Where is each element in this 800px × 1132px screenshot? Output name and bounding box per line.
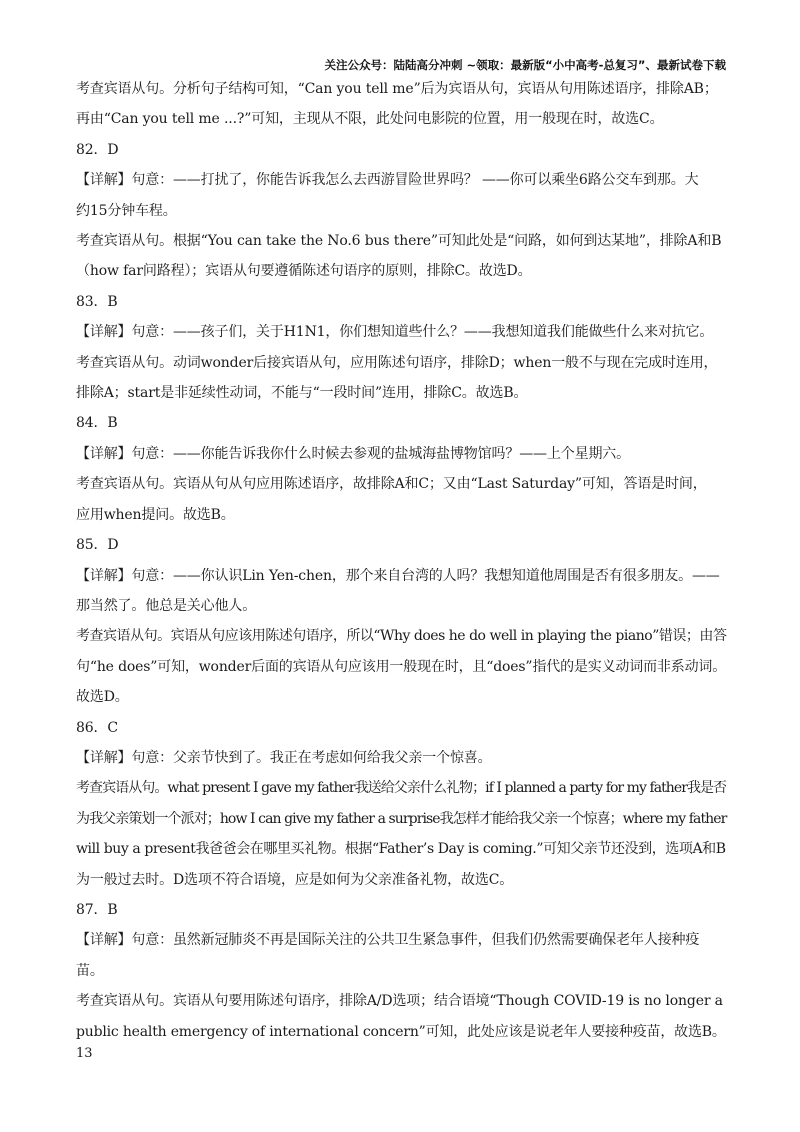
answer-explanations [76, 74, 726, 1047]
text-line: 考查宾语从句。分析句子结构可知，“Can you tell me”后为宾语从句，宾语从句用陈述语序，排除AB； [76, 81, 718, 97]
text-line: 84．B [76, 415, 118, 432]
text-line: 85．D [76, 537, 119, 554]
text-line: 约15分钟车程。 [76, 202, 177, 219]
text-line: 考查宾语从句。动词wonder后接宾语从句，应用陈述句语序，排除D；when一般不与现在完成时连用， [76, 354, 718, 371]
text-line: public health emergency of international concern”可知，此处应该是说老年人要接种疫苗，故选B。 [76, 1023, 726, 1040]
text-line: will buy a present我爸爸会在哪里买礼物。根据“Father’s Day is coming.”可知父亲节还没到，选项A和B [76, 841, 726, 858]
text-line: 86．C [76, 719, 118, 736]
text-line: 那当然了。他总是关心他人。 [76, 597, 257, 614]
text-line: 排除A；start是非延续性动词，不能与“一段时间”连用，排除C。故选B。 [76, 385, 528, 402]
text-line: 为一般过去时。D选项不符合语境，应是如何为父亲准备礼物，故选C。 [76, 871, 514, 888]
page-header: 关注公众号：陆陆高分冲刺 ~领取：最新版“小中高考-总复习”、最新试卷下载 [324, 58, 726, 72]
text-line: 【详解】句意：父亲节快到了。我正在考虑如何给我父亲一个惊喜。 [76, 749, 492, 766]
text-line: 为我父亲策划一个派对；how I can give my father a surprise我怎样才能给我父亲一个惊喜；where my father [76, 810, 727, 827]
text-line: 考查宾语从句。宾语从句要用陈述句语序，排除A/D选项；结合语境“Though COVID-19 is no longer a [76, 993, 723, 1010]
text-line: 【详解】句意：虽然新冠肺炎不再是国际关注的公共卫生紧急事件，但我们仍然需要确保老年人接种疫 [76, 932, 700, 949]
text-line: 考查宾语从句。what present I gave my father我送给父亲什么礼物；if I planned a party for my father我是否 [76, 780, 727, 797]
text-line: 【详解】句意：——你认识Lin Yen-chen，那个来自台湾的人吗？我想知道他周围是否有很多朋友。—— [76, 567, 720, 584]
page-number: 13 [76, 1046, 93, 1061]
text-line: 87．B [76, 901, 118, 918]
text-line: 再由“Can you tell me ...?”可知，主现从不限，此处问电影院的位置，用一般现在时，故选C。 [76, 111, 664, 128]
text-line: 【详解】句意：——孩子们，关于H1N1，你们想知道些什么？——我想知道我们能做些什么来对抗它。 [76, 324, 714, 341]
text-line: 苗。 [76, 962, 104, 979]
text-line: 应用when提问。故选B。 [76, 506, 235, 523]
text-line: （how far问路程）；宾语从句要遵循陈述句语序的原则，排除C。故选D。 [76, 263, 532, 280]
text-line: 考查宾语从句。宾语从句从句应用陈述语序，故排除A和C；又由“Last Saturday”可知，答语是时间， [76, 476, 707, 493]
text-line: 【详解】句意：——打扰了，你能告诉我怎么去西游冒险世界吗？ ——你可以乘坐6路公交车到那。大 [76, 172, 699, 189]
text-line: 考查宾语从句。宾语从句应该用陈述句语序，所以“Why does he do well in playing the piano”错误；由答 [76, 628, 727, 645]
text-line: 句“he does”可知，wonder后面的宾语从句应该用一般现在时，且“does”指代的是实义动词而非系动词。 [76, 658, 727, 675]
text-line: 故选D。 [76, 689, 129, 706]
text-line: 83．B [76, 293, 118, 310]
text-line: 【详解】句意：——你能告诉我你什么时候去参观的盐城海盐博物馆吗？——上个星期六。 [76, 445, 630, 462]
text-line: 考查宾语从句。根据“You can take the No.6 bus there”可知此处是“问路，如何到达某地”，排除A和B [76, 233, 722, 250]
text-line: 82．D [76, 141, 119, 158]
